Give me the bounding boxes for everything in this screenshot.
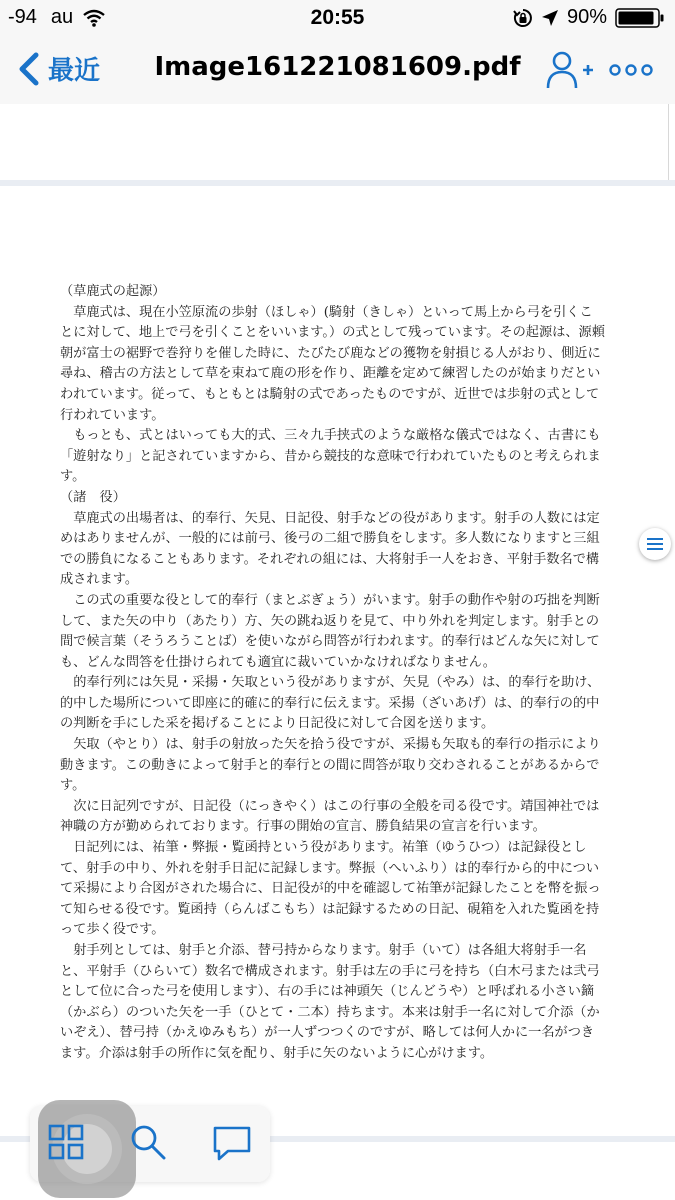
paragraph: 次に日記列ですが、日記役（にっきやく）はこの行事の全般を司る役です。靖国神社では神職の方が勤められております。行事の開始の宣言、勝負結果の宣言を行います。 bbox=[60, 798, 600, 835]
location-arrow-icon bbox=[541, 9, 559, 27]
previous-page-edge bbox=[0, 104, 675, 180]
document-title: Image161221081609.pdf bbox=[154, 52, 521, 82]
carrier-name: au bbox=[50, 6, 74, 28]
document-text bbox=[60, 282, 605, 1065]
orientation-lock-icon bbox=[513, 8, 533, 28]
thumbnails-icon[interactable] bbox=[48, 1124, 84, 1160]
section-heading-origin: （草鹿式の起源） bbox=[60, 284, 166, 299]
signal-strength: -94 bbox=[8, 6, 37, 28]
pdf-page bbox=[0, 186, 675, 1136]
battery-percent: 90% bbox=[566, 6, 607, 28]
paragraph: 草鹿式の出場者は、的奉行、矢見、日記役、射手などの役があります。射手の人数には定めはありませんが、一般的には前弓、後弓の二組で勝負をします。多人数になりますと三組での勝負になることもあります。それぞれの組には、大将射手一人をおき、平射手数名で構成されます。 bbox=[60, 510, 600, 588]
back-label: 最近 bbox=[48, 56, 101, 86]
paragraph: この式の重要な役として的奉行（まとぶぎょう）がいます。射手の動作や射の巧拙を判断して、また矢の中り（あたり）方、矢の跳ね返りを見て、中り外れを判定します。射手との間で候言葉（そうろうことば）を使いながら問答が行われます。的奉行はどんな矢に対しても、どんな問答を仕掛けられても適宜に裁いていかなければなりません。 bbox=[60, 592, 600, 670]
paragraph: 矢取（やとり）は、射手の射放った矢を拾う役ですが、采揚も矢取も的奉行の指示により動きます。この動きによって射手と的奉行との間に問答が取り交わされることがあるからです。 bbox=[60, 737, 601, 794]
paragraph: 日記列には、祐筆・弊振・覧函持という役があります。祐筆（ゆうひつ）は記録役として、射手の中り、外れを射手日記に記録します。弊振（へいふり）は的奉行から的中について采揚により合図がされた場合に、日記役が的中を確認して祐筆が記録したことを幣を振って知らせる役です。覧函持（らんばこもち）は記録するための日記、硯箱を入れた覧函を持って歩く役です。 bbox=[60, 840, 601, 938]
paragraph: 的奉行列には矢見・采揚・矢取という役がありますが、矢見（やみ）は、的奉行を助け、的中した場所について即座に的確に的奉行に伝えます。采揚（ざいあげ）は、的奉行の的中の判断を手にした采を掲げることにより日記役に対して合図を送ります。 bbox=[60, 675, 601, 732]
comment-icon[interactable] bbox=[212, 1124, 252, 1162]
navigation-bar bbox=[0, 36, 675, 105]
add-person-icon[interactable] bbox=[545, 50, 595, 90]
paragraph: 草鹿式は、現在小笠原流の歩射（ほしゃ）(騎射（きしゃ）といって馬上から弓を引くことに対して、地上で弓を引くことをいいます。）の式として残っています。その起源は、源頼朝が富士の裾野で巻狩りを催した時に、たびたび鹿などの獲物を射損じる人がおり、側近に尋ね、稽古の方法として草を束ねて鹿の形を作り、距離を定めて練習したのが始まりだといわれています。従って、もともとは騎射の式であったものですが、近世では歩射の式として行われています。 bbox=[60, 304, 605, 423]
section-heading-roles: （諸 役） bbox=[60, 489, 126, 505]
status-right bbox=[505, 6, 665, 29]
paragraph: もっとも、式とはいっても大的式、三々九手挟式のような厳格な儀式ではなく、古書にも「遊射なり」と記されていますから、昔から競技的な意味で行われていたものと考えられます。 bbox=[60, 428, 601, 485]
outline-button[interactable] bbox=[639, 528, 671, 560]
clock: 20:55 bbox=[310, 6, 365, 29]
outline-list-icon bbox=[646, 537, 664, 551]
battery-icon bbox=[615, 8, 665, 28]
paragraph: 射手列としては、射手と介添、替弓持からなります。射手（いて）は各組大将射手一名と、平射手（ひらいて）数名で構成されます。射手は左の手に弓を持ち（白木弓または弐弓として位に合った弓を使用します）、右の手には神頭矢（じんどうや）と呼ばれる小さい鏑（かぶら）のついた矢を一手（ひとて・二本）持ちます。本来は射手一名に対して介添（かいぞえ）、替弓持（かえゆみもち）が一人ずつつくのですが、略しては何人かに一名がつきます。介添は射手の所作に気を配り、射手に矢のないように心がけます。 bbox=[60, 943, 600, 1061]
search-icon[interactable] bbox=[130, 1124, 166, 1160]
more-icon[interactable] bbox=[609, 60, 653, 80]
chevron-left-icon bbox=[16, 52, 42, 86]
back-button[interactable] bbox=[16, 50, 100, 87]
status-bar bbox=[0, 0, 675, 36]
